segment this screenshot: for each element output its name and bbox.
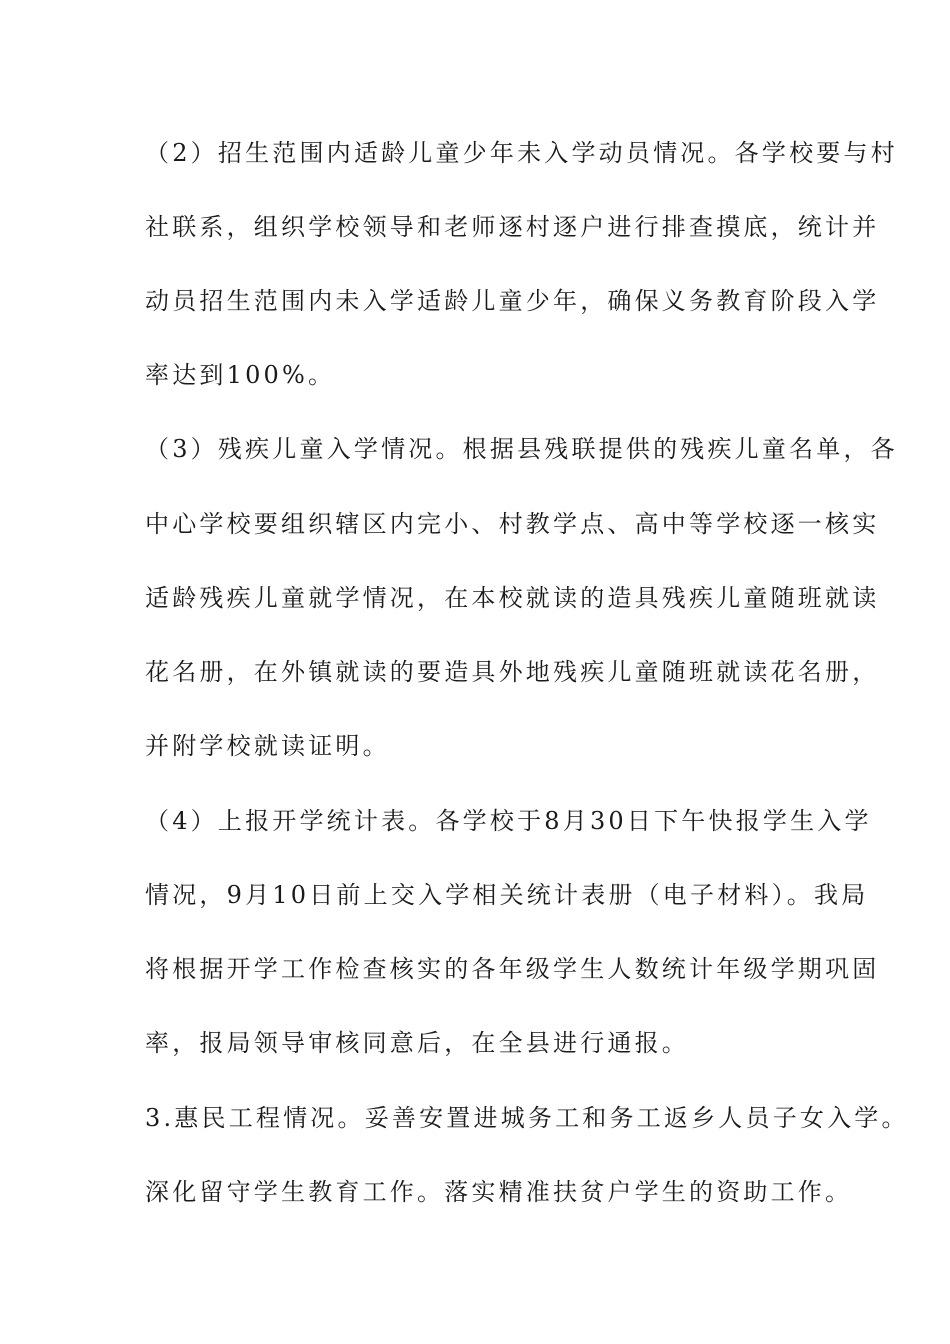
text-line-15: 深化留守学生教育工作。落实精准扶贫户学生的资助工作。 [145, 1178, 853, 1206]
text-line-1: （2）招生范围内适龄儿童少年未入学动员情况。各学校要与村 [145, 139, 898, 167]
text-line-4: 率达到100%。 [145, 361, 336, 389]
text-line-6: 中心学校要组织辖区内完小、村教学点、高中等学校逐一核实 [145, 510, 880, 538]
text-line-10: （4）上报开学统计表。各学校于8月30日下午快报学生入学 [145, 807, 872, 835]
text-line-9: 并附学校就读证明。 [145, 732, 390, 760]
text-line-5: （3）残疾儿童入学情况。根据县残联提供的残疾儿童名单，各 [145, 435, 898, 463]
text-line-11: 情况，9月10日前上交入学相关统计表册（电子材料）。我局 [145, 881, 869, 909]
text-line-13: 率，报局领导审核同意后，在全县进行通报。 [145, 1029, 689, 1057]
text-line-3: 动员招生范围内未入学适龄儿童少年，确保义务教育阶段入学 [145, 287, 880, 315]
text-line-7: 适龄残疾儿童就学情况，在本校就读的造具残疾儿童随班就读 [145, 584, 880, 612]
text-line-8: 花名册，在外镇就读的要造具外地残疾儿童随班就读花名册， [145, 658, 880, 686]
text-line-12: 将根据开学工作检查核实的各年级学生人数统计年级学期巩固 [145, 955, 880, 983]
text-line-14: 3.惠民工程情况。妥善安置进城务工和务工返乡人员子女入学。 [145, 1104, 909, 1132]
text-line-2: 社联系，组织学校领导和老师逐村逐户进行排查摸底，统计并 [145, 213, 880, 241]
